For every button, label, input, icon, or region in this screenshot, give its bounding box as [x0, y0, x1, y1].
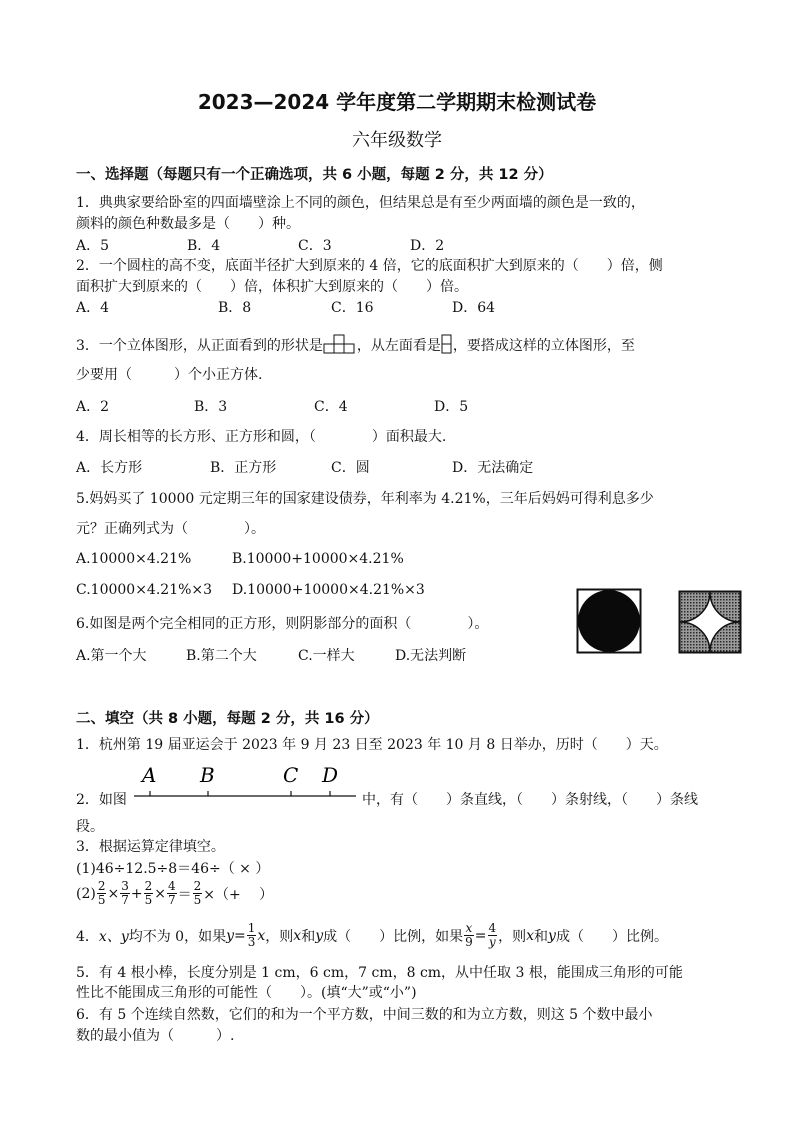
q2-option-d: D．64	[452, 300, 496, 316]
var-x-and-y: x	[293, 927, 302, 944]
q5-option-a: A.10000×4.21%	[76, 551, 192, 567]
fraction-2-5: $\frac{2}{5}$	[144, 879, 153, 907]
fraction-x-9: $\frac{x}{9}$	[465, 921, 473, 949]
fill-q3-line1: 3．根据运算定律填空。	[76, 839, 225, 855]
fraction-2-5: $\frac{2}{5}$	[97, 879, 106, 907]
q5-line2: 元？正确列式为（ ）。	[76, 521, 265, 537]
fill-q4-text6: 成（ ）比例。	[555, 928, 668, 945]
fill-q3-item2-suffix: ×（+ ）	[203, 886, 274, 903]
fill-q4-text5: ，则	[498, 928, 527, 945]
fill-q5-line2: 性比不能围成三角形的可能性（ ）。(填“大”或“小”)	[76, 985, 417, 1001]
q3-text-part3: ，要搭成这样的立体图形，至	[452, 338, 635, 354]
q6-line1: 6.如图是两个完全相同的正方形，则阴影部分的面积（ ）。	[76, 616, 489, 632]
q2-option-c: C．16	[331, 300, 374, 316]
fill-q3-item2: (2) $\frac{2}{5}$ × $\frac{3}{7}$ + $\frac{2}{5}$ × $\frac{4}{7}$ ＝ $\frac{2}{5}$ ×（+ ）	[76, 879, 274, 907]
section-heading-fill: 二、填空（共 8 小题，每题 2 分，共 16 分）	[76, 711, 379, 727]
fraction-4-7: $\frac{4}{7}$	[167, 879, 176, 907]
fill-q5-line1: 5．有 4 根小棒，长度分别是 1 cm，6 cm，7 cm，8 cm，从中任取 3 根，能围成三角形的可能	[76, 965, 683, 981]
q4-option-d: D．无法确定	[452, 460, 534, 476]
q4-option-a: A．长方形	[76, 460, 143, 476]
square-with-circle-figure	[576, 588, 642, 654]
q5-line1: 5.妈妈买了 10000 元定期三年的国家建设债券，年利率为 4.21%，三年后妈妈可得利息多少	[76, 491, 654, 507]
fill-q4: 4． x、y 均不为 0，如果 y = $\frac{1}{3}$ x ，则 x 和 y 成（ ）比例，如果 $\frac{x}{9}$ = $\frac{4}{y}$ ，则 x 和 y 成（ ）比例。	[76, 921, 668, 949]
fill-q3-item1: (1)46÷12.5÷8＝46÷（ × ）	[76, 861, 270, 877]
q3-text-part2: ，从左面看是	[356, 338, 441, 354]
fill-q1: 1．杭州第 19 届亚运会于 2023 年 9 月 23 日至 2023 年 10 月 8 日举办，历时（ ）天。	[76, 737, 668, 753]
q1-option-a: A．5	[76, 238, 110, 254]
q4-option-b: B．正方形	[210, 460, 277, 476]
point-b-label: B	[200, 763, 215, 787]
q6-option-d: D.无法判断	[395, 648, 467, 664]
section-heading-choice: 一、选择题（每题只有一个正确选项，共 6 小题，每题 2 分，共 12 分）	[76, 167, 553, 183]
q3-option-c: C．4	[314, 399, 348, 415]
q3-line2: 少要用（ ）个小正方体.	[76, 367, 263, 383]
q3-option-a: A．2	[76, 399, 110, 415]
q1-line1: 1．典典家要给卧室的四面墙壁涂上不同的颜色，但结果总是有至少两面墙的颜色是一致的，	[76, 195, 645, 211]
q6-option-a: A.第一个大	[76, 648, 147, 664]
fill-q4-text4: 成（ ）比例，如果	[323, 928, 464, 945]
var-x-and-y-2: x	[526, 927, 535, 944]
q3-option-b: B．3	[194, 399, 228, 415]
q5-option-b: B.10000+10000×4.21%	[232, 551, 404, 567]
q2-option-a: A．4	[76, 300, 110, 316]
var-x: x	[257, 927, 266, 944]
fill-q3-item2-prefix: (2)	[76, 885, 96, 902]
front-view-figure	[323, 334, 357, 356]
q4-option-c: C．圆	[331, 460, 370, 476]
q1-option-c: C．3	[298, 238, 332, 254]
square-with-quarter-arcs-figure	[678, 590, 742, 654]
line-diagram	[130, 762, 362, 806]
q3-text-part1: 3．一个立体图形，从正面看到的形状是	[76, 338, 323, 354]
q4-line1: 4．周长相等的长方形、正方形和圆，（ ）面积最大.	[76, 429, 447, 445]
var-y: y	[226, 927, 235, 944]
fill-q4-text3: ，则	[265, 928, 294, 945]
q1-line2: 颜料的颜色种数最多是（ ）种。	[76, 216, 300, 232]
point-c-label: C	[283, 763, 299, 787]
page-title: 2023—2024 学年度第二学期期末检测试卷	[197, 90, 597, 114]
fraction-3-7: $\frac{3}{7}$	[121, 879, 129, 907]
q3-option-d: D．5	[434, 399, 469, 415]
var-x-y: x、y	[98, 928, 129, 945]
fill-q2-prefix: 2．如图	[76, 792, 127, 808]
q1-option-d: D．2	[410, 238, 445, 254]
fill-q2-line2: 段。	[76, 819, 104, 835]
fill-q4-number: 4．	[76, 928, 99, 945]
q2-option-b: B．8	[218, 300, 252, 316]
fill-q6-line1: 6．有 5 个连续自然数，它们的和为一个平方数，中间三数的和为立方数，则这 5 个数中最小	[76, 1007, 653, 1023]
q2-line2: 面积扩大到原来的（ ）倍，体积扩大到原来的（ ）倍。	[76, 279, 468, 295]
fraction-1-3: $\frac{1}{3}$	[247, 921, 256, 949]
q6-option-c: C.一样大	[298, 648, 355, 664]
q5-option-d: D.10000+10000×4.21%×3	[232, 582, 425, 598]
q6-option-b: B.第二个大	[186, 648, 257, 664]
left-view-figure	[441, 334, 453, 356]
page-subtitle: 六年级数学	[352, 130, 442, 151]
point-a-label: A	[142, 763, 157, 787]
q3-line1	[76, 334, 635, 356]
fill-q2-suffix: 中，有（ ）条直线，（ ）条射线，（ ）条线	[362, 792, 698, 808]
fill-q6-line2: 数的最小值为（ ）.	[76, 1028, 235, 1044]
fraction-4-y: $\frac{4}{y}$	[488, 921, 497, 949]
fill-q4-text2: 均不为 0，如果	[128, 928, 227, 945]
point-d-label: D	[322, 763, 339, 787]
q1-option-b: B．4	[187, 238, 221, 254]
fraction-2-5: $\frac{2}{5}$	[193, 879, 202, 907]
q5-option-c: C.10000×4.21%×3	[76, 582, 213, 598]
q2-line1: 2．一个圆柱的高不变，底面半径扩大到原来的 4 倍，它的底面积扩大到原来的（ ）倍，侧	[76, 258, 663, 274]
